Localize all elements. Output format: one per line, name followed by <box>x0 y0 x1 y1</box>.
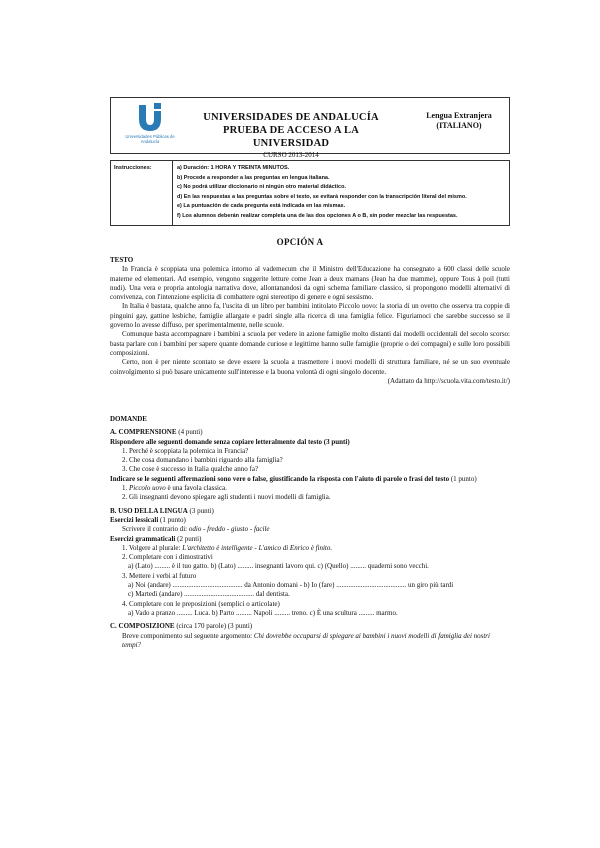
grammar-task-1: 1. Volgere al plurale: <box>122 543 181 552</box>
grammar-task-3-line-1: a) Noi (andare) ........................................ da Antonio domani - b) Io (fare) ........................................ un giro più tardi <box>128 581 454 590</box>
section-a-instruction-2: Indicare se le seguenti affermazioni sono vere o false, giustificando la risposta con l'aiuto di parole o frasi del testo <box>110 474 450 483</box>
statement-1-title: Piccolo uovo <box>129 484 166 493</box>
section-b-points: (3 punti) <box>189 506 214 515</box>
question-1: 1. Perché è scoppiata la polemica in Francia? <box>122 446 249 455</box>
question-3: 3. Che cose è successo in Italia qualche anno fa? <box>122 465 259 474</box>
domande-section: DOMANDE A. COMPRENSIONE (4 punti) Rispondere alle seguenti domande senza copiare letteralmente dal testo (3 punti) 1. Perché è scoppiata la polemica in Francia? 2. Che cosa domandano i bambini riguardo alla famiglia? 3. Che cose è successo in Italia qualche anno fa? Indicare se le seguenti affermazioni sono vere o false, giustificando la risposta con l'aiuto di parole o frasi del testo (1 punto) 1. Piccolo uovo è una favola classica. 2. Gli insegnanti devono spiegare agli studenti i nuovi modelli di famiglia. B. USO DELLA LINGUA (3 punti) Esercizi lessicali (1 punto) Scrivere il contrario di: odio - freddo - giusto - facile Esercizi grammaticali (2 punti) 1. Volgere al plurale: L'architetto è intelligente - L'amico di Enrico è finito. 2. Completare con i dimostrativi a) (Lato) ......... è il tuo gatto. b) (Lato) ......... insegnanti lavoro qui. c) (Quello) ......... quaderni sono vecchi. 3. Mettere i verbi al futuro a) Noi (andare) ........................................ da Antonio domani - b) Io (fare) ........................................ un giro più tardi c) Martedì (andare) ........................................ dal dentista. 4. Completare con le preposizioni (semplici o articolate) a) Vado a pranzo ......... Luca. b) Parto ......... Napoli ......... treno. c) È una scultura ......... marmo. C. COMPOSIZIONE (circa 170 parole) (3 punti) Breve componimento sul seguente argomento: Chi dovrebbe occuparsi di spiegare ai bambini i nuovi modelli di famiglia dei nostri tempi? <box>110 415 510 650</box>
instruction-item: d) En las respuestas a las preguntas sobre el texto, se evitará responder con la transcripción literal del mismo. <box>177 193 467 200</box>
header-subject-line1: Lengua Extranjera <box>426 111 492 120</box>
testo-section <box>110 256 510 386</box>
instruction-item: f) Los alumnos deberán realizar completa una de las dos opciones A o B, sin poder mezclar las respuestas. <box>177 212 458 219</box>
section-b-title: B. USO DELLA LINGUA <box>110 506 188 515</box>
section-c-title: C. COMPOSIZIONE <box>110 622 175 631</box>
grammar-task-3: 3. Mettere i verbi al futuro <box>122 571 197 580</box>
section-a-title: A. COMPRENSIONE <box>110 428 177 437</box>
question-2: 2. Che cosa domandano i bambini riguardo alla famiglia? <box>122 456 283 465</box>
header-title-block <box>191 111 391 160</box>
header-course: CURSO 2013-2014 <box>263 151 319 159</box>
testo-paragraph-3: Comunque basta accompagnare i bambini a scuola per vedere in azione famiglie molto distanti dai modelli occidentali del secolo scorso: basta parlare con i bambini per sapere quante domande curiose e legittime hanno sulle famiglie (proprie o dei compagni) e sulle loro possibili composizioni. <box>110 330 510 357</box>
exam-header <box>110 97 510 159</box>
university-u-icon <box>135 101 165 133</box>
grammar-task-2: 2. Completare con i dimostrativi <box>122 553 213 562</box>
lexical-task: Scrivere il contrario di: <box>122 525 188 534</box>
instructions-list <box>177 164 507 222</box>
testo-paragraph-1: In Francia è scoppiata una polemica intorno al vademecum che il Ministro dell'Educazione ha consegnato a 600 classi delle scuole materne ed elementari. Ad esempio, vengono suggerite letture come Jean a deux mamans (Jean ha due mamme), oppure Tous à poil (tutti nudi). Una vera e propria antologia narrativa dove, allontanandosi da ogni schema familiare classico, si propongono modelli alternativi di convivenza, con l'intenzione esplicita di combattere ogni stereotipo di genere e ogni sessismo. <box>110 265 510 302</box>
header-subject-block <box>417 111 501 131</box>
instructions-box <box>110 160 510 226</box>
grammar-task-4-line: a) Vado a pranzo ......... Luca. b) Parto ......... Napoli ......... treno. c) È una scultura ......... marmo. <box>128 608 398 617</box>
testo-paragraph-2: In Italia è bastata, qualche anno fa, l'uscita di un libro per bambini intitolato Piccolo uovo: la storia di un ovetto che osserva tra coppie di pinguini gay, gattine lesbiche, famiglie allargate e padri single alla ricerca di una famiglia felice. Figuriamoci che sarebbe successo se il governo lo avesse diffuso, per sperimentalmente, nelle scuole. <box>110 302 510 330</box>
option-title: OPCIÓN A <box>276 237 324 247</box>
grammar-exercises-points: (2 punti) <box>177 534 202 543</box>
lexical-exercises-points: (1 punto) <box>160 515 186 524</box>
instruction-item: e) La puntuación de cada pregunta está indicada en las mismas. <box>177 203 346 210</box>
header-title-line2: PRUEBA DE ACCESO A LA UNIVERSIDAD <box>222 125 360 149</box>
section-c-points: (circa 170 parole) (3 punti) <box>176 622 253 631</box>
logo-caption: Universidades Públicas de Andalucía <box>125 134 175 144</box>
domande-label: DOMANDE <box>110 415 147 423</box>
grammar-task-1-sentences: L'architetto è intelligente - L'amico di Enrico è finito. <box>182 543 333 552</box>
grammar-task-2-line: a) (Lato) ......... è il tuo gatto. b) (Lato) ......... insegnanti lavoro qui. c) (Quello) ......... quaderni sono vecchi. <box>128 562 429 571</box>
grammar-task-3-line-2: c) Martedì (andare) ........................................ dal dentista. <box>128 590 290 599</box>
grammar-exercises-title: Esercizi grammaticali <box>110 534 176 543</box>
testo-source: (Adattato da http://scuola.vita.com/testo.it/) <box>387 376 510 385</box>
testo-label: TESTO <box>110 256 134 264</box>
instruction-item: a) Duración: 1 HORA Y TREINTA MINUTOS. <box>177 165 290 171</box>
section-a-instruction: Rispondere alle seguenti domande senza copiare letteralmente dal testo (3 punti) <box>110 437 350 446</box>
section-a-points: (4 punti) <box>178 428 203 437</box>
statement-2: 2. Gli insegnanti devono spiegare agli studenti i nuovi modelli di famiglia. <box>122 493 331 502</box>
header-title-line1: UNIVERSIDADES DE ANDALUCÍA <box>203 112 379 123</box>
header-subject-line2: (ITALIANO) <box>436 121 482 130</box>
lexical-words: odio - freddo - giusto - facile <box>188 525 270 534</box>
university-logo <box>125 101 175 151</box>
instruction-item: b) Procede a responder a las preguntas en lengua italiana. <box>177 174 330 181</box>
testo-paragraph-4: Certo, non è per niente scontato se deve essere la scuola a trasmettere i nuovi modelli di struttura familiare, né se un suo eventuale coinvolgimento si può basare unicamente sull'interesse e la buona volontà di ogni singolo docente. <box>110 358 510 376</box>
instructions-label: Instrucciones: <box>111 161 173 225</box>
lexical-exercises-title: Esercizi lessicali <box>110 515 159 524</box>
instruction-item: c) No podrá utilizar diccionario ni ningún otro material didáctico. <box>177 184 346 191</box>
composition-topic: Chi dovrebbe occuparsi di spiegare ai bambini i nuovi modelli di famiglia dei nostri tempi? <box>122 631 490 649</box>
statement-1: è una favola classica. <box>167 484 227 493</box>
composition-task: Breve componimento sul seguente argomento: <box>122 631 253 640</box>
section-a-instruction-2-points: (1 punto) <box>450 474 477 483</box>
grammar-task-4: 4. Completare con le preposizioni (semplici o articolate) <box>122 599 280 608</box>
